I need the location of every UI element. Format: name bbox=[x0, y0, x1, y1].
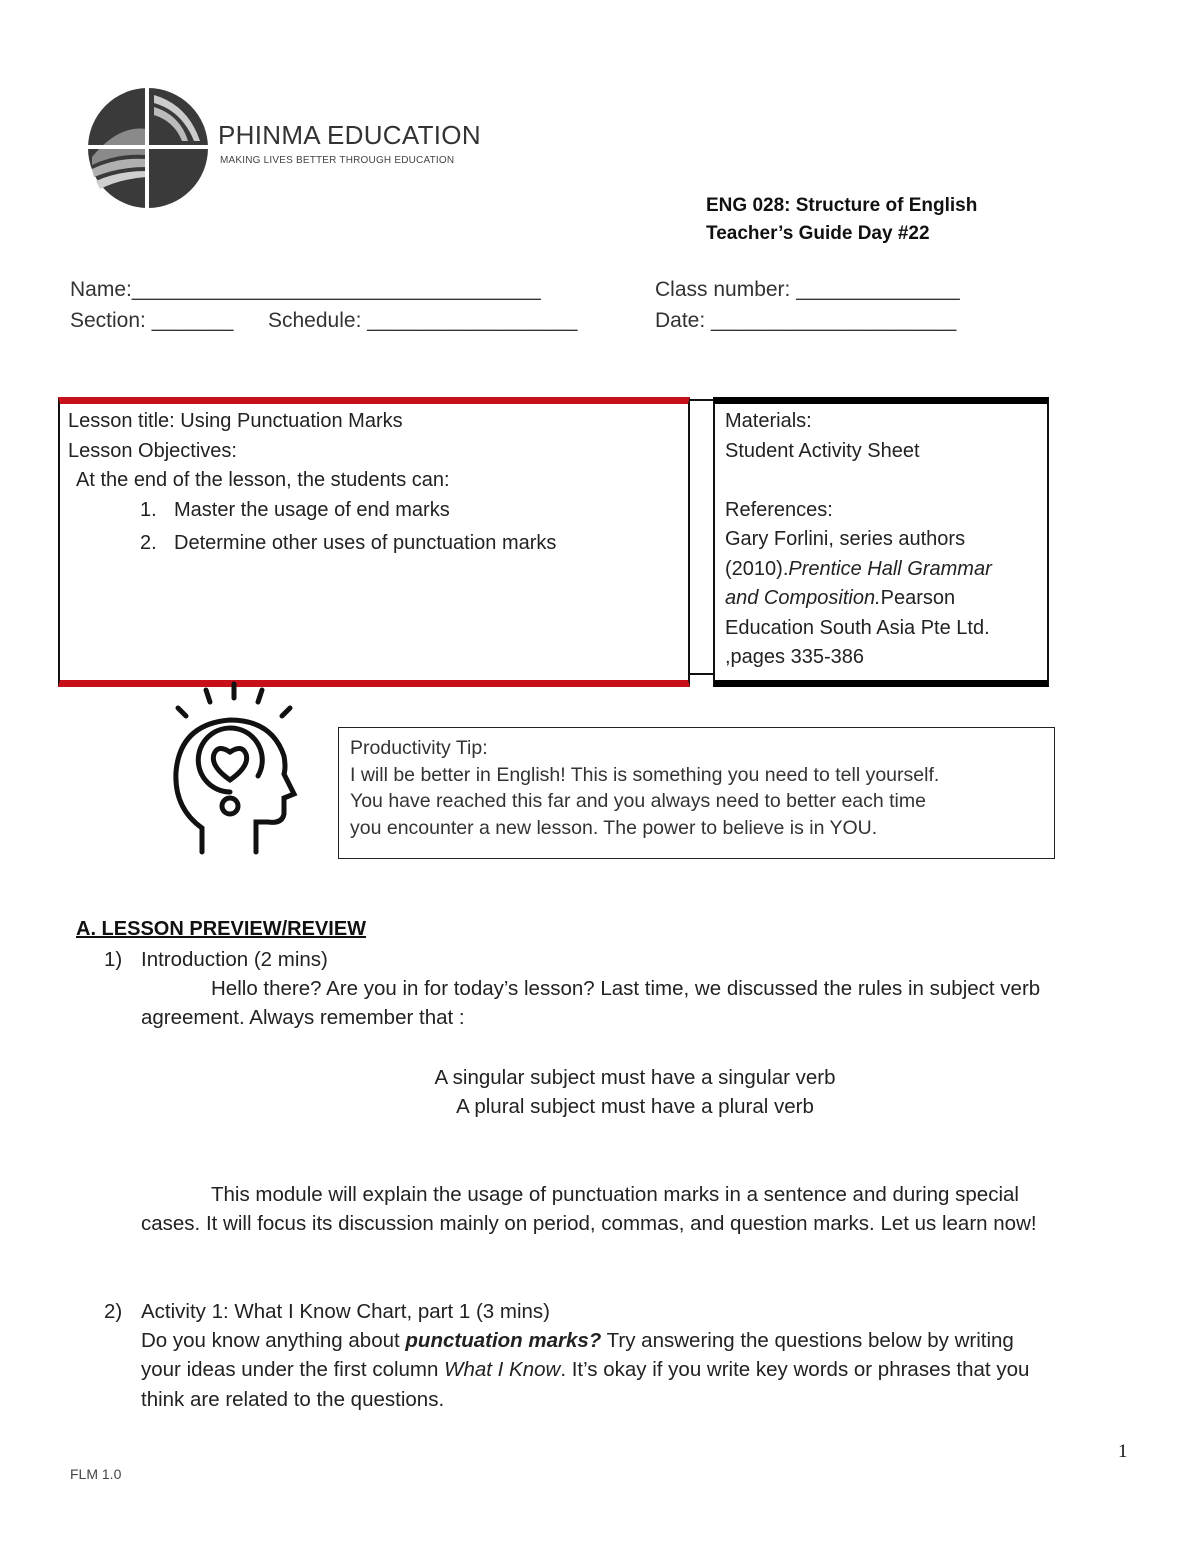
schedule-field[interactable]: Schedule: __________________ bbox=[268, 309, 578, 332]
reference-title-cont: and Composition. bbox=[725, 587, 881, 609]
paragraph-line: agreement. Always remember that : bbox=[141, 1006, 465, 1029]
objective-item bbox=[68, 496, 678, 526]
objective-text: Determine other uses of punctuation marks bbox=[174, 532, 557, 554]
references-label: References: bbox=[725, 498, 833, 521]
materials-content bbox=[725, 407, 1043, 673]
item-title: Introduction (2 mins) bbox=[141, 948, 328, 971]
objectives-label: Lesson Objectives: bbox=[68, 439, 237, 462]
objective-number: 1. bbox=[140, 498, 157, 521]
productivity-tip bbox=[350, 735, 1050, 841]
class-number-field[interactable]: Class number: ______________ bbox=[655, 278, 960, 301]
emphasis-text: punctuation marks? bbox=[405, 1329, 602, 1352]
logo-tagline: MAKING LIVES BETTER THROUGH EDUCATION bbox=[220, 155, 455, 166]
date-field[interactable]: Date: _____________________ bbox=[655, 309, 957, 332]
reference-title: Prentice Hall Grammar bbox=[788, 557, 992, 580]
reference-line bbox=[725, 555, 1043, 585]
box-connector-bottom bbox=[689, 673, 714, 675]
tip-line: I will be better in English! This is something you need to tell yourself. bbox=[350, 763, 940, 786]
text-run: Do you know anything about bbox=[141, 1329, 406, 1352]
objectives-intro: At the end of the lesson, the students can: bbox=[76, 469, 450, 491]
objective-number: 2. bbox=[140, 532, 157, 554]
reference-publisher: Pearson bbox=[880, 587, 956, 609]
course-title: ENG 028: Structure of English bbox=[706, 195, 978, 216]
rule-line: A plural subject must have a plural verb bbox=[456, 1095, 814, 1118]
text-run: your ideas under the first column bbox=[141, 1358, 445, 1381]
text-run: Try answering the questions below by writing bbox=[601, 1329, 1014, 1352]
reference-authors: Gary Forlini, series authors bbox=[725, 528, 966, 550]
reference-publisher-cont: Education South Asia Pte Ltd. bbox=[725, 616, 990, 639]
logo-name: PHINMA EDUCATION bbox=[218, 120, 481, 150]
paragraph-line: cases. It will focus its discussion mainly on period, commas, and question marks. Let us learn now! bbox=[141, 1212, 1037, 1235]
paragraph-line bbox=[141, 1355, 1029, 1385]
objective-text: Master the usage of end marks bbox=[174, 498, 450, 521]
page-number: 1 bbox=[1118, 1441, 1128, 1462]
reference-year: (2010). bbox=[725, 557, 789, 580]
reference-line bbox=[725, 584, 1043, 614]
paragraph-line: think are related to the questions. bbox=[141, 1388, 445, 1411]
rule-line: A singular subject must have a singular verb bbox=[434, 1066, 836, 1089]
course-header bbox=[706, 192, 977, 248]
guide-title: Teacher’s Guide Day #22 bbox=[706, 223, 930, 244]
tip-line: You have reached this far and you always need to better each time bbox=[350, 790, 926, 812]
reference-pages: ,pages 335-386 bbox=[725, 646, 865, 668]
section-heading: A. LESSON PREVIEW/REVIEW bbox=[76, 918, 367, 940]
materials-label: Materials: bbox=[725, 410, 812, 432]
item-number: 1) bbox=[104, 948, 123, 971]
paragraph-line: Hello there? Are you in for today’s lesson? Last time, we discussed the rules in subject verb bbox=[211, 977, 1041, 1000]
lesson-content bbox=[68, 407, 678, 559]
tip-line: you encounter a new lesson. The power to believe is in YOU. bbox=[350, 816, 878, 839]
box-connector-top bbox=[689, 399, 714, 401]
paragraph-line: This module will explain the usage of punctuation marks in a sentence and during special bbox=[211, 1183, 1019, 1206]
emphasis-text: What I Know bbox=[444, 1358, 561, 1381]
tip-label: Productivity Tip: bbox=[350, 737, 488, 759]
version-label: FLM 1.0 bbox=[70, 1466, 122, 1482]
text-run: . It’s okay if you write key words or phrases that you bbox=[560, 1358, 1030, 1381]
head-heart-icon bbox=[160, 680, 310, 860]
section-field[interactable]: Section: _______ bbox=[70, 309, 234, 332]
objective-item bbox=[68, 529, 678, 559]
paragraph-line bbox=[141, 1326, 1014, 1356]
item-number: 2) bbox=[104, 1300, 123, 1323]
item-title: Activity 1: What I Know Chart, part 1 (3 mins) bbox=[141, 1300, 550, 1323]
lesson-title: Lesson title: Using Punctuation Marks bbox=[68, 410, 403, 432]
materials-item: Student Activity Sheet bbox=[725, 439, 920, 462]
name-field[interactable]: Name:___________________________________ bbox=[70, 278, 541, 301]
